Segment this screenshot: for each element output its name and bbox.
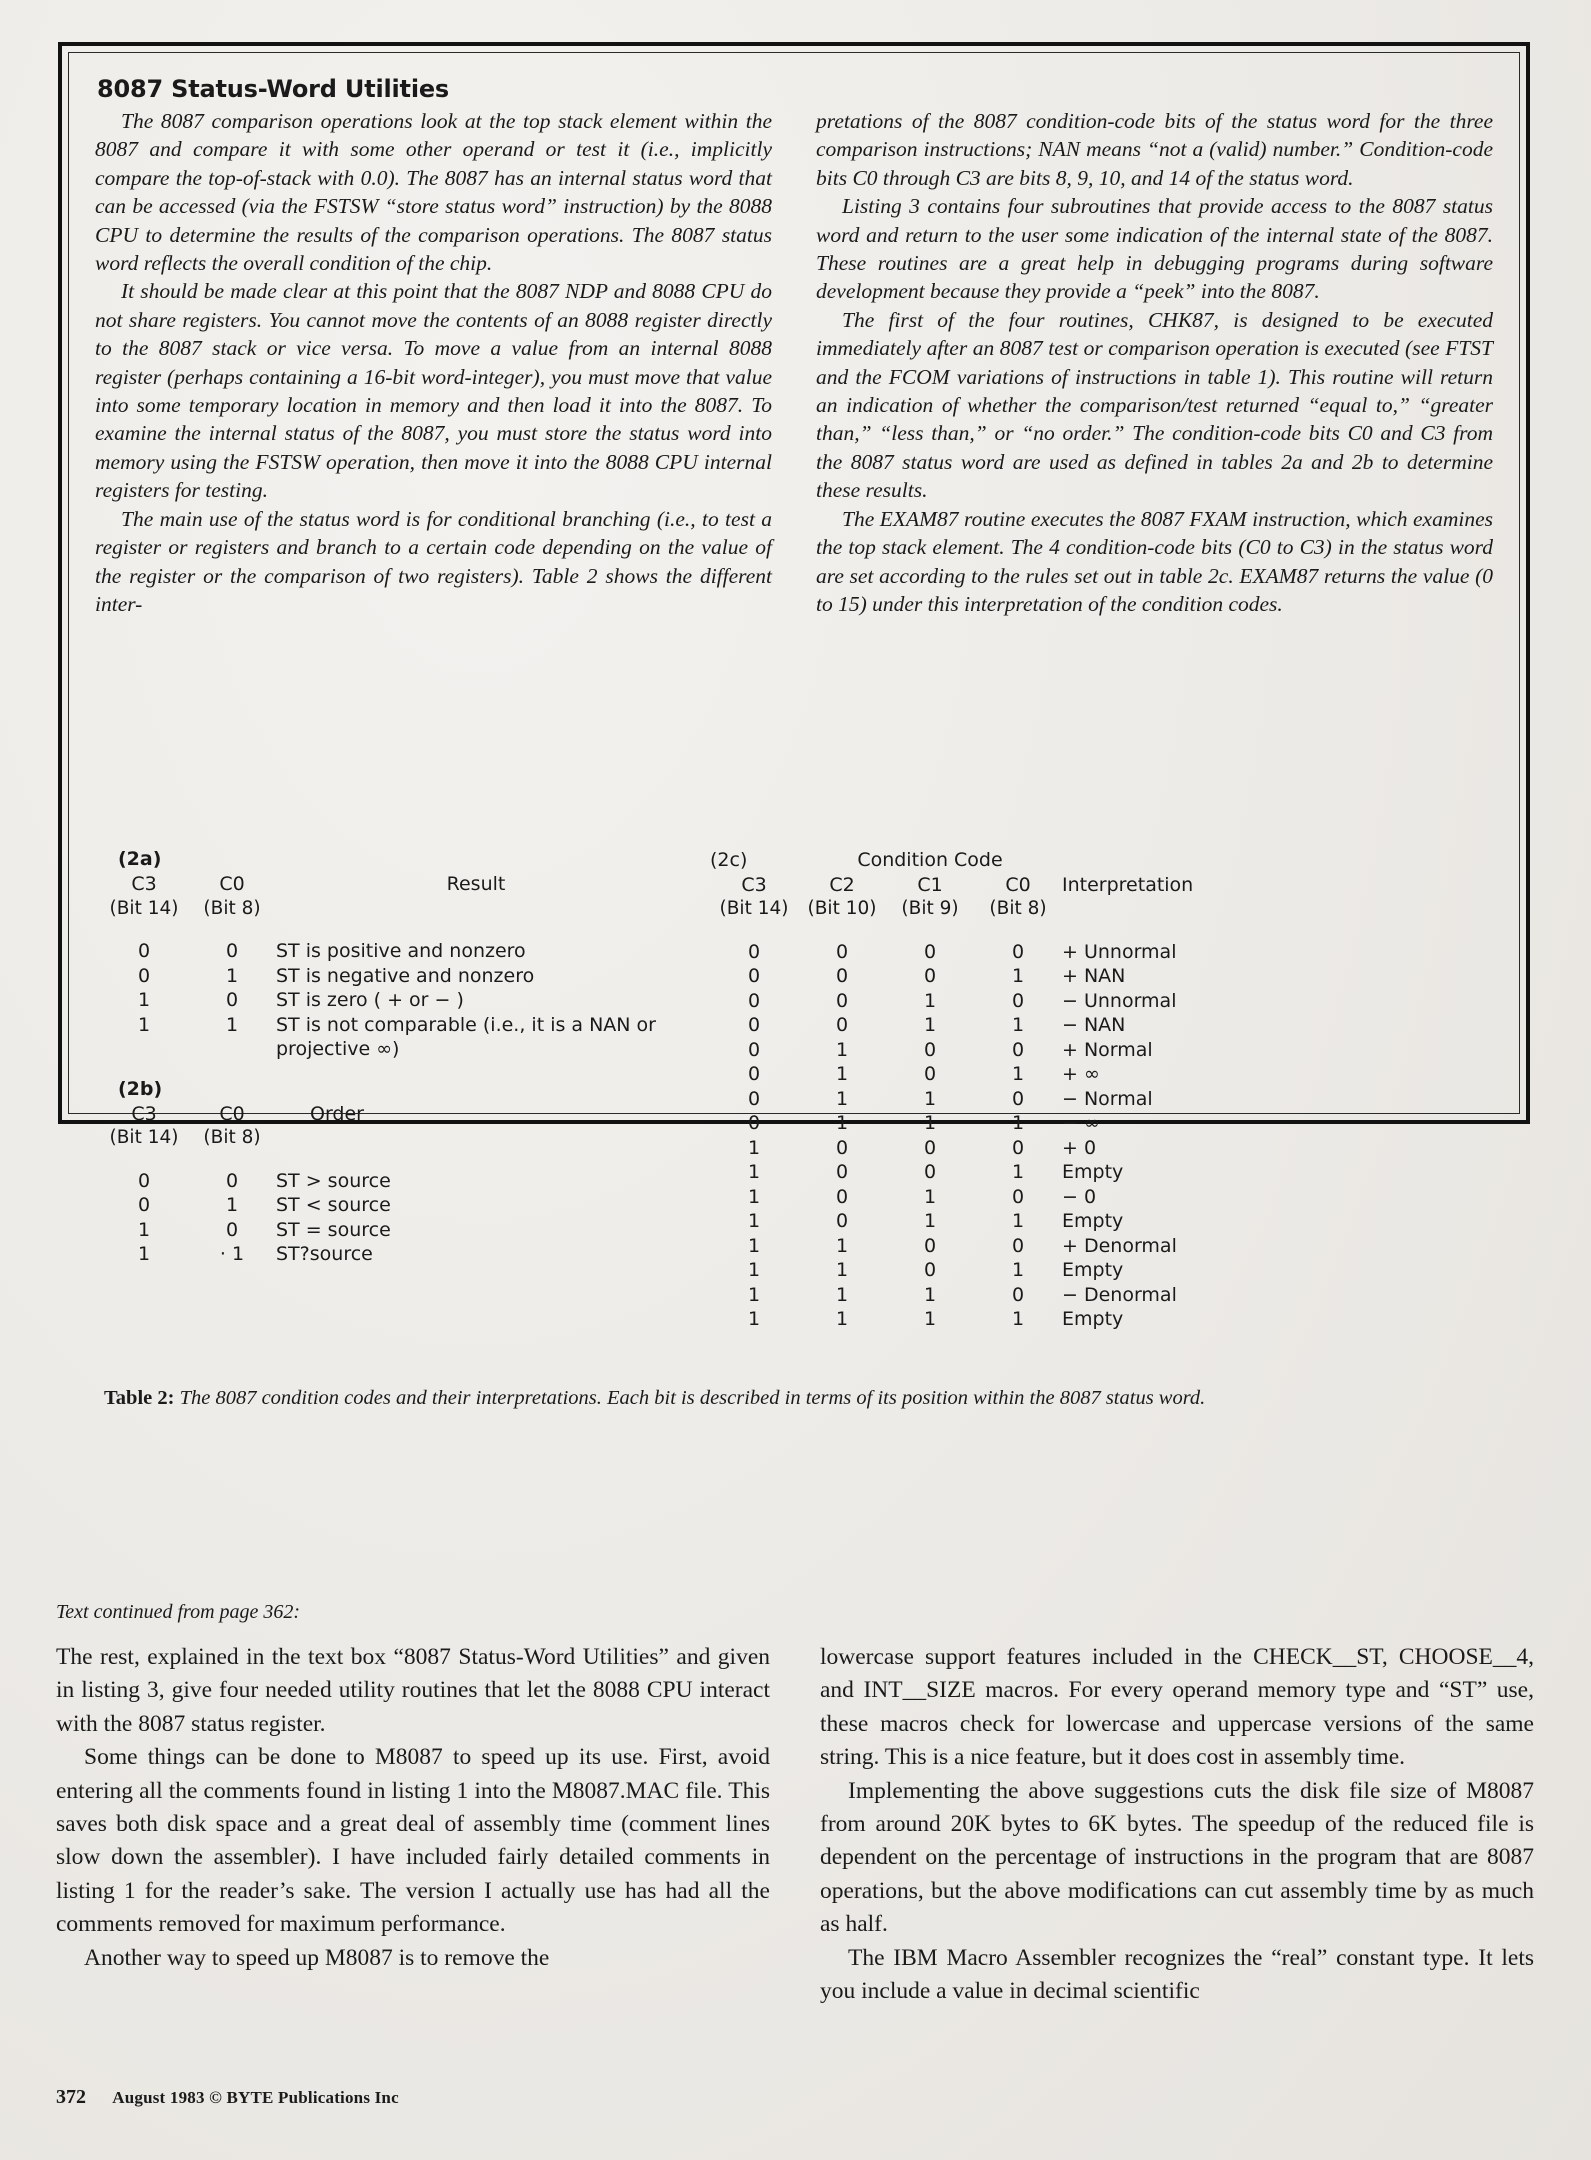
page-footer bbox=[56, 2086, 399, 2109]
cell-c1: 0 bbox=[923, 1063, 937, 1085]
spacer-cell bbox=[276, 1151, 391, 1169]
table-row bbox=[710, 1062, 1193, 1087]
bit-label: (Bit 8) bbox=[203, 897, 261, 919]
paragraph: The rest, explained in the text box “8087 Status-Word Utilities” and given in listing 3, give four needed utility routines that let the 8088 CPU interact with the 8087 status register. bbox=[56, 1644, 770, 1737]
cell-c3: 1 bbox=[747, 1136, 761, 1159]
paragraph: The EXAM87 routine executes the 8087 FXAM instruction, which examines the top stack element. The 4 condition-code bits (C0 to C3) in the status word are set according to the rules set out in table 2c. EXAM87 returns the value (0 to 15) under this interpretation of the condition codes. bbox=[816, 506, 1493, 616]
cell-c0: 1 bbox=[1011, 1161, 1025, 1183]
body-column-left bbox=[56, 1641, 770, 2008]
cell-c2: 1 bbox=[835, 1087, 849, 1110]
paragraph: lowercase support features included in the CHECK__ST, CHOOSE__4, and INT__SIZE macros. For every operand memory type and “ST” use, these macros check for lowercase and uppercase versions of the same string. This is a nice feature, but it does cost in assembly time. bbox=[820, 1644, 1534, 1771]
sidebar-title: 8087 Status-Word Utilities bbox=[97, 75, 450, 103]
cell-interpretation: + 0 bbox=[1062, 1136, 1097, 1159]
spacer-row bbox=[100, 921, 676, 939]
table-2c-body bbox=[710, 940, 1193, 1332]
cell-c3: 1 bbox=[137, 1013, 151, 1036]
cell-c1: 1 bbox=[923, 1210, 937, 1232]
cell-c2: 1 bbox=[835, 1038, 849, 1061]
cell-c2: 0 bbox=[835, 1210, 849, 1232]
cell-c3: 1 bbox=[137, 1218, 151, 1241]
cell-c3: 1 bbox=[747, 1210, 761, 1232]
cell-interpretation: − Normal bbox=[1062, 1087, 1153, 1110]
caption-label: Table 2: bbox=[104, 1387, 175, 1409]
cell-c0: 1 bbox=[1011, 1259, 1025, 1281]
cell-c0: 0 bbox=[1011, 1087, 1025, 1110]
cell-c0: 1 bbox=[225, 1194, 239, 1216]
cell-c3: 0 bbox=[747, 1087, 761, 1110]
cell-c0: 0 bbox=[225, 1169, 239, 1192]
col-header: C1 bbox=[917, 873, 943, 896]
paragraph: Listing 3 contains four subroutines that provide access to the 8087 status word and return to the user some indication of the internal state of the 8087. These routines are a great help in debugging programs during software development because they provide a “peek” into the 8087. bbox=[816, 194, 1493, 304]
sidebar-column-left bbox=[95, 107, 772, 618]
table-row bbox=[710, 940, 1193, 965]
cell-c1: 1 bbox=[923, 1185, 937, 1208]
paragraph: Another way to speed up M8087 is to remove the bbox=[84, 1944, 550, 1971]
subtable-label-2a: (2a) bbox=[118, 848, 162, 870]
cell-c1: 1 bbox=[923, 989, 937, 1012]
subtable-label-2b: (2b) bbox=[118, 1077, 163, 1100]
cell-c2: 1 bbox=[835, 1308, 849, 1330]
cell-c3: 0 bbox=[137, 940, 151, 962]
table-row bbox=[710, 1307, 1193, 1332]
table-row bbox=[710, 1087, 1193, 1112]
cell-c3: 1 bbox=[747, 1308, 761, 1330]
paragraph: Some things can be done to M8087 to speed up its use. First, avoid entering all the comments found in listing 1 into the M8087.MAC file. This saves both disk space and a great deal of assembly time (comment lines slow down the assembler). I have included fairly detailed comments in listing 1 for the reader’s sake. The version I actually use has had all the comments removed for maximum performance. bbox=[56, 1744, 770, 1938]
table-row bbox=[100, 1242, 391, 1267]
cell-c3: 1 bbox=[747, 1283, 761, 1306]
cell-c0: 0 bbox=[1011, 1185, 1025, 1208]
bit-label: (Bit 8) bbox=[989, 898, 1047, 919]
bit-label: (Bit 14) bbox=[719, 898, 789, 919]
spacer-cell bbox=[886, 922, 974, 940]
subtable-2a bbox=[100, 872, 676, 1062]
cell-c0: 1 bbox=[225, 1013, 239, 1036]
table-row bbox=[100, 1218, 391, 1243]
table-row bbox=[100, 1193, 391, 1218]
cell-interpretation: − 0 bbox=[1062, 1185, 1097, 1208]
cell-c1: 0 bbox=[923, 1038, 937, 1061]
table-row bbox=[100, 939, 676, 964]
paragraph: It should be made clear at this point that the 8087 NDP and 8088 CPU do not share registers. You cannot move the contents of an 8088 register directly to the 8087 stack or vice versa. To move a value from an internal 8088 register (perhaps containing a 16-bit word-integer), you must move that value into some temporary location in memory and then load it into the 8087. To examine the internal status of the 8087, you must store the status word into memory using the FSTSW operation, then move it into the 8088 CPU internal registers for testing. bbox=[95, 279, 772, 503]
table-2c-column bbox=[710, 848, 1500, 1332]
table-row bbox=[710, 1038, 1193, 1063]
col-header: C3 bbox=[131, 873, 157, 895]
cell-result: ST is zero ( + or − ) bbox=[276, 989, 464, 1011]
cell-c3: 0 bbox=[137, 1169, 151, 1192]
table-row bbox=[100, 1013, 676, 1062]
table-2a-2b-column bbox=[100, 848, 710, 1332]
paragraph: The main use of the status word is for conditional branching (i.e., to test a register or registers and branch to a certain code depending on the value of the register or the comparison of two registers). Table 2 shows the different inter- bbox=[95, 506, 772, 616]
cell-c2: 1 bbox=[835, 1234, 849, 1257]
bit-label: (Bit 10) bbox=[807, 898, 877, 919]
bit-label bbox=[276, 897, 676, 922]
group-header: Condition Code bbox=[857, 849, 1003, 871]
table-header-row bbox=[100, 872, 676, 897]
cell-c3: 0 bbox=[137, 964, 151, 987]
spacer-cell bbox=[276, 921, 676, 939]
table-bitlabel-row bbox=[710, 897, 1193, 922]
spacer-cell bbox=[1062, 922, 1193, 940]
table-header-row bbox=[710, 873, 1193, 898]
spacer-cell bbox=[100, 921, 188, 939]
table-bitlabel-row bbox=[100, 897, 676, 922]
cell-c0: 0 bbox=[225, 940, 239, 962]
cell-c1: 0 bbox=[923, 1234, 937, 1257]
cell-c1: 0 bbox=[923, 965, 937, 987]
table-row bbox=[710, 964, 1193, 989]
cell-interpretation: + Normal bbox=[1062, 1038, 1153, 1061]
table-row bbox=[710, 1209, 1193, 1234]
paragraph: The IBM Macro Assembler recognizes the “real” constant type. It lets you include a value in decimal scientific bbox=[820, 1944, 1534, 2005]
col-header: C2 bbox=[829, 873, 855, 896]
page-number: 372 bbox=[56, 2086, 86, 2108]
table-row bbox=[710, 1185, 1193, 1210]
cell-c1: 0 bbox=[923, 1136, 937, 1159]
cell-interpretation: − ∞ bbox=[1062, 1112, 1100, 1134]
cell-interpretation: − NAN bbox=[1062, 1014, 1126, 1036]
cell-c1: 1 bbox=[923, 1308, 937, 1330]
cell-c0: 0 bbox=[1011, 1038, 1025, 1061]
bit-label: (Bit 8) bbox=[203, 1127, 261, 1148]
cell-c3: 1 bbox=[137, 1243, 151, 1265]
spacer-cell bbox=[100, 1151, 188, 1169]
cell-c2: 0 bbox=[835, 1136, 849, 1159]
cell-c3: 0 bbox=[747, 965, 761, 987]
cell-c2: 0 bbox=[835, 989, 849, 1012]
cell-c3: 1 bbox=[747, 1259, 761, 1281]
cell-c0: 1 bbox=[1011, 965, 1025, 987]
spacer-cell bbox=[188, 921, 276, 939]
spacer-cell bbox=[974, 922, 1062, 940]
paragraph: The first of the four routines, CHK87, is designed to be executed immediately after an 8087 test or comparison operation is executed (see FTST and the FCOM variations of instructions in table 1). This routine will return an indication of whether the comparison/test returned “equal to,” “greater than,” “less than,” or “no order.” The condition-code bits C0 and C3 from the 8087 status word are used as defined in tables 2a and 2b to determine these results. bbox=[816, 307, 1493, 503]
cell-c2: 0 bbox=[835, 1161, 849, 1183]
cell-order: ST > source bbox=[276, 1169, 391, 1192]
cell-interpretation: + Denormal bbox=[1062, 1234, 1177, 1257]
spacer-cell bbox=[798, 922, 886, 940]
cell-c3: 1 bbox=[747, 1185, 761, 1208]
cell-c3: 0 bbox=[747, 1112, 761, 1134]
continued-from-note: Text continued from page 362: bbox=[56, 1601, 301, 1623]
table-grouphead-row bbox=[710, 848, 1193, 873]
cell-order: ST = source bbox=[276, 1218, 391, 1241]
cell-c3: 0 bbox=[747, 1038, 761, 1061]
cell-interpretation: Empty bbox=[1062, 1259, 1124, 1281]
cell-c1: 0 bbox=[923, 1161, 937, 1183]
bit-label: (Bit 14) bbox=[109, 1127, 179, 1148]
cell-interpretation: − Unnormal bbox=[1062, 989, 1177, 1012]
cell-c0: 0 bbox=[1011, 940, 1025, 963]
cell-c3: 0 bbox=[747, 940, 761, 963]
paragraph: Implementing the above suggestions cuts the disk file size of M8087 from around 20K bytes to 6K bytes. The speedup of the reduced file is dependent on the percentage of instructions in the program that are 8087 operations, but the above modifications can cut assembly time by as much as half. bbox=[820, 1777, 1534, 1938]
cell-c3: 0 bbox=[747, 1014, 761, 1036]
cell-interpretation: Empty bbox=[1062, 1161, 1124, 1183]
cell-interpretation: + Unnormal bbox=[1062, 940, 1177, 963]
cell-c2: 0 bbox=[835, 1185, 849, 1208]
footer-imprint: August 1983 © BYTE Publications Inc bbox=[112, 2088, 399, 2107]
table-bitlabel-row bbox=[100, 1126, 391, 1151]
cell-c0: 0 bbox=[225, 1218, 239, 1241]
cell-interpretation: Empty bbox=[1062, 1210, 1124, 1232]
col-header: C0 bbox=[219, 1102, 245, 1125]
spacer-cell bbox=[188, 1151, 276, 1169]
col-header: Order bbox=[310, 1102, 364, 1125]
table-row bbox=[710, 1013, 1193, 1038]
cell-interpretation: + ∞ bbox=[1062, 1063, 1100, 1085]
cell-c0: 1 bbox=[1011, 1063, 1025, 1085]
bit-label bbox=[276, 1126, 391, 1151]
cell-c2: 0 bbox=[835, 1014, 849, 1036]
cell-c2: 1 bbox=[835, 1259, 849, 1281]
sidebar-column-right bbox=[816, 107, 1493, 618]
cell-result: ST is not comparable (i.e., it is a NAN or projective ∞) bbox=[276, 1013, 656, 1060]
subtable-label-2c: (2c) bbox=[710, 849, 748, 871]
caption-text: The 8087 condition codes and their interpretations. Each bit is described in terms of its position within the 8087 status word. bbox=[179, 1387, 1206, 1409]
table-header-row bbox=[100, 1102, 391, 1127]
table-row bbox=[100, 988, 676, 1013]
table-row bbox=[710, 1136, 1193, 1161]
col-header: C3 bbox=[131, 1102, 157, 1125]
spacer-row bbox=[710, 922, 1193, 940]
table-row bbox=[710, 1111, 1193, 1136]
cell-interpretation: − Denormal bbox=[1062, 1283, 1177, 1306]
col-header: Interpretation bbox=[1062, 873, 1194, 896]
cell-c0: 0 bbox=[1011, 989, 1025, 1012]
table-row bbox=[710, 1234, 1193, 1259]
cell-c3: 0 bbox=[137, 1194, 151, 1216]
cell-c2: 0 bbox=[835, 965, 849, 987]
table-row bbox=[710, 989, 1193, 1014]
bit-label bbox=[1062, 897, 1193, 922]
cell-order: ST?source bbox=[276, 1243, 373, 1265]
spacer-cell bbox=[710, 922, 798, 940]
table-2-block bbox=[100, 848, 1500, 1330]
subtable-2b bbox=[100, 1102, 391, 1267]
cell-c0: 0 bbox=[1011, 1136, 1025, 1159]
paragraph: The 8087 comparison operations look at the top stack element within the 8087 and compare it with some other operand or test it (i.e., implicitly compare the top-of-stack with 0.0). The 8087 has an internal status word that can be accessed (via the FSTSW “store status word” instruction) by the 8088 CPU to determine the results of the comparison operations. The 8087 status word reflects the overall condition of the chip. bbox=[95, 109, 772, 276]
subtable-2c bbox=[710, 848, 1193, 1332]
cell-c2: 1 bbox=[835, 1063, 849, 1085]
cell-c0: 1 bbox=[1011, 1112, 1025, 1134]
table-row bbox=[100, 1169, 391, 1194]
paragraph: pretations of the 8087 condition-code bits of the status word for the three comparison instructions; NAN means “not a (valid) number.” Condition-code bits C0 through C3 are bits 8, 9, 10, and 14 of the status word. bbox=[816, 109, 1493, 190]
col-header: C0 bbox=[1005, 873, 1031, 896]
cell-result: ST is negative and nonzero bbox=[276, 964, 535, 987]
spacer-cell bbox=[1062, 848, 1193, 873]
table-caption bbox=[104, 1384, 1498, 1412]
cell-c1: 1 bbox=[923, 1112, 937, 1134]
sidebar-columns bbox=[95, 107, 1493, 618]
cell-c0: 1 bbox=[225, 964, 239, 987]
bit-label: (Bit 14) bbox=[109, 897, 179, 919]
table-row bbox=[710, 1160, 1193, 1185]
cell-c0: 0 bbox=[225, 989, 239, 1011]
spacer-row bbox=[100, 1151, 391, 1169]
cell-interpretation: Empty bbox=[1062, 1308, 1124, 1330]
bit-label: (Bit 9) bbox=[901, 898, 959, 919]
cell-c3: 0 bbox=[747, 989, 761, 1012]
cell-c3: 1 bbox=[747, 1161, 761, 1183]
col-header: C3 bbox=[741, 873, 767, 896]
cell-result: ST is positive and nonzero bbox=[276, 940, 526, 962]
cell-order: ST < source bbox=[276, 1194, 391, 1216]
cell-interpretation: + NAN bbox=[1062, 965, 1126, 987]
cell-c0: 1 bbox=[1011, 1210, 1025, 1232]
cell-c0: 0 bbox=[1011, 1234, 1025, 1257]
cell-c3: 1 bbox=[137, 989, 151, 1011]
cell-c1: 1 bbox=[923, 1283, 937, 1306]
body-columns bbox=[56, 1641, 1534, 2008]
cell-c3: 0 bbox=[747, 1063, 761, 1085]
cell-c0: 0 bbox=[1011, 1283, 1025, 1306]
col-header: C0 bbox=[219, 873, 245, 895]
cell-c2: 1 bbox=[835, 1112, 849, 1134]
cell-c3: 1 bbox=[747, 1234, 761, 1257]
body-column-right bbox=[820, 1641, 1534, 2008]
cell-c0: · 1 bbox=[219, 1243, 245, 1265]
cell-c1: 1 bbox=[923, 1014, 937, 1036]
table-row bbox=[100, 964, 676, 989]
table-row bbox=[710, 1283, 1193, 1308]
cell-c1: 0 bbox=[923, 940, 937, 963]
cell-c1: 1 bbox=[923, 1087, 937, 1110]
cell-c2: 1 bbox=[835, 1283, 849, 1306]
cell-c0: 1 bbox=[1011, 1308, 1025, 1330]
cell-c2: 0 bbox=[835, 940, 849, 963]
col-header: Result bbox=[446, 873, 506, 895]
table-row bbox=[710, 1258, 1193, 1283]
cell-c1: 0 bbox=[923, 1259, 937, 1281]
cell-c0: 1 bbox=[1011, 1014, 1025, 1036]
